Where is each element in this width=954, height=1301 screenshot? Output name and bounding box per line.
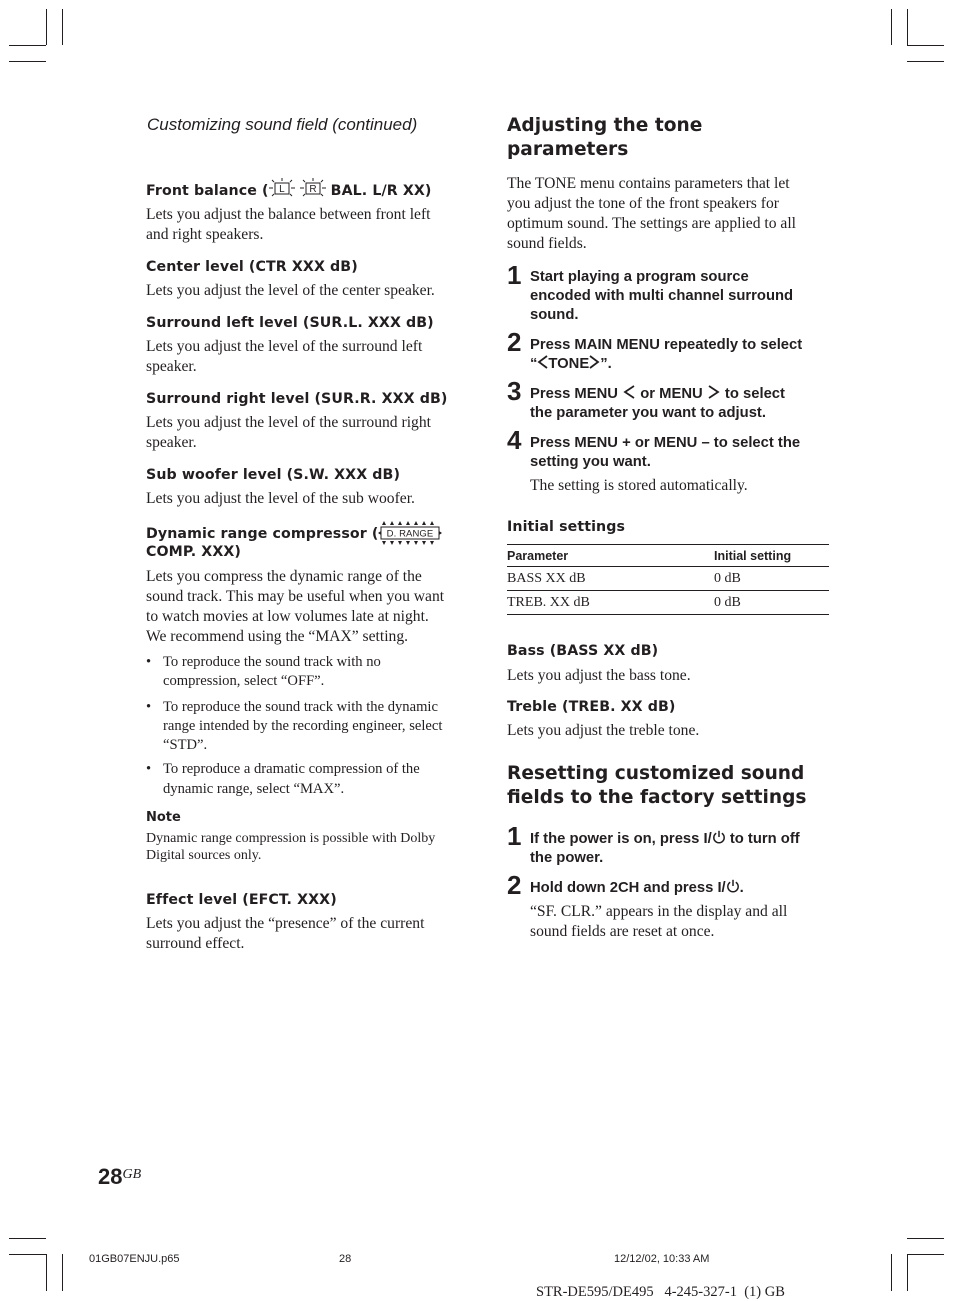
step-number: 1 (507, 821, 522, 851)
step-number: 2 (507, 870, 522, 900)
table-cell: 0 dB (714, 567, 829, 591)
footer-model: STR-DE595/DE495 4-245-327-1 (1) GB (536, 1284, 785, 1300)
effect-level-body: Lets you adjust the “presence” of the current surround effect. (146, 915, 425, 952)
step-2-text: Press MAIN MENU repeatedly to select “ TONE ”. (530, 337, 803, 372)
page-number: 28GB (98, 1164, 142, 1189)
chevron-left-icon (622, 385, 636, 399)
step-4-note: The setting is stored automatically. (530, 477, 748, 494)
reset-step-1-text: If the power is on, press I/ to turn off the power. (530, 831, 800, 866)
initial-settings-heading: Initial settings (507, 519, 626, 535)
note-body: Dynamic range compression is possible with Dolby Digital sources only. (146, 831, 436, 863)
svg-text:L: L (278, 184, 285, 195)
drc-heading-line2: COMP. XXX) (146, 544, 242, 560)
list-item: • To reproduce a dramatic compression of the dynamic range, select “MAX”. (146, 761, 420, 797)
step-number: 2 (507, 327, 522, 357)
step-1-text: Start playing a program source encoded with multi channel surround sound. (530, 269, 794, 323)
reset-step-2-text: Hold down 2CH and press I/ . (530, 880, 744, 896)
effect-level-heading: Effect level (EFCT. XXX) (146, 892, 337, 908)
surround-left-heading: Surround left level (SUR.L. XXX dB) (146, 315, 434, 331)
drc-bullet-list (146, 653, 476, 799)
step-3-text: Press MENU or MENU to select the parameter you want to adjust. (530, 386, 785, 421)
front-balance-heading: Front balance ( L R BAL. L/R XX) (146, 178, 431, 199)
chevron-left-icon (537, 355, 548, 369)
front-right-speaker-icon (300, 178, 326, 198)
list-item: • To reproduce the sound track with the dynamic range intended by the recording engineer, select “STD”. (146, 698, 443, 754)
sub-woofer-heading: Sub woofer level (S.W. XXX dB) (146, 467, 401, 483)
treble-heading: Treble (TREB. XX dB) (507, 699, 676, 715)
step-number: 3 (507, 376, 522, 406)
step-number: 1 (507, 260, 522, 290)
column-header: Initial setting (714, 545, 829, 567)
chevron-right-icon (707, 385, 721, 399)
table-header-row (507, 545, 829, 567)
power-icon (712, 830, 726, 844)
front-balance-body: Lets you adjust the balance between front left and right speakers. (146, 206, 431, 243)
surround-right-body: Lets you adjust the level of the surround right speaker. (146, 414, 431, 451)
note-heading: Note (146, 810, 181, 825)
table-row (507, 591, 829, 615)
step-number: 4 (507, 425, 522, 455)
reset-step-2-note: “SF. CLR.” appears in the display and all sound fields are reset at once. (530, 903, 788, 940)
chevron-right-icon (589, 355, 600, 369)
front-left-speaker-icon (269, 178, 295, 198)
tone-intro: The TONE menu contains parameters that let you adjust the tone of the front speakers for optimum sound. The settings are applied to all sound fields. (507, 175, 797, 252)
power-icon (726, 879, 740, 893)
column-header: Parameter (507, 545, 714, 567)
list-item: • To reproduce the sound track with no compression, select “OFF”. (146, 654, 381, 690)
table-cell: 0 dB (714, 591, 829, 615)
table-cell: TREB. XX dB (507, 591, 714, 615)
sub-woofer-body: Lets you adjust the level of the sub woofer. (146, 490, 415, 507)
tone-heading: Adjusting the tone parameters (507, 115, 703, 160)
d-range-indicator-icon (378, 521, 442, 545)
initial-settings-table (507, 544, 829, 615)
center-level-heading: Center level (CTR XXX dB) (146, 259, 358, 275)
drc-body: Lets you compress the dynamic range of the sound track. This may be useful when you want to watch movies at low volumes late at night. We recommend using the “MAX” setting. (146, 568, 445, 645)
center-level-body: Lets you adjust the level of the center speaker. (146, 282, 435, 299)
footer-date: 12/12/02, 10:33 AM (614, 1253, 710, 1265)
running-head: Customizing sound field (continued) (147, 115, 418, 134)
table-row (507, 567, 829, 591)
svg-text:R: R (308, 184, 317, 195)
footer-page: 28 (339, 1253, 352, 1265)
surround-right-heading: Surround right level (SUR.R. XXX dB) (146, 391, 448, 407)
reset-heading: Resetting customized sound fields to the factory settings (507, 763, 807, 808)
drc-heading: Dynamic range compressor ( D. RANGE (146, 521, 442, 545)
treble-body: Lets you adjust the treble tone. (507, 722, 700, 739)
bass-body: Lets you adjust the bass tone. (507, 667, 691, 684)
svg-text:D. RANGE: D. RANGE (387, 528, 434, 540)
table-cell: BASS XX dB (507, 567, 714, 591)
footer-file: 01GB07ENJU.p65 (89, 1253, 180, 1265)
step-4-text: Press MENU + or MENU – to select the setting you want. (530, 435, 801, 470)
bass-heading: Bass (BASS XX dB) (507, 643, 659, 659)
surround-left-body: Lets you adjust the level of the surround left speaker. (146, 338, 423, 375)
